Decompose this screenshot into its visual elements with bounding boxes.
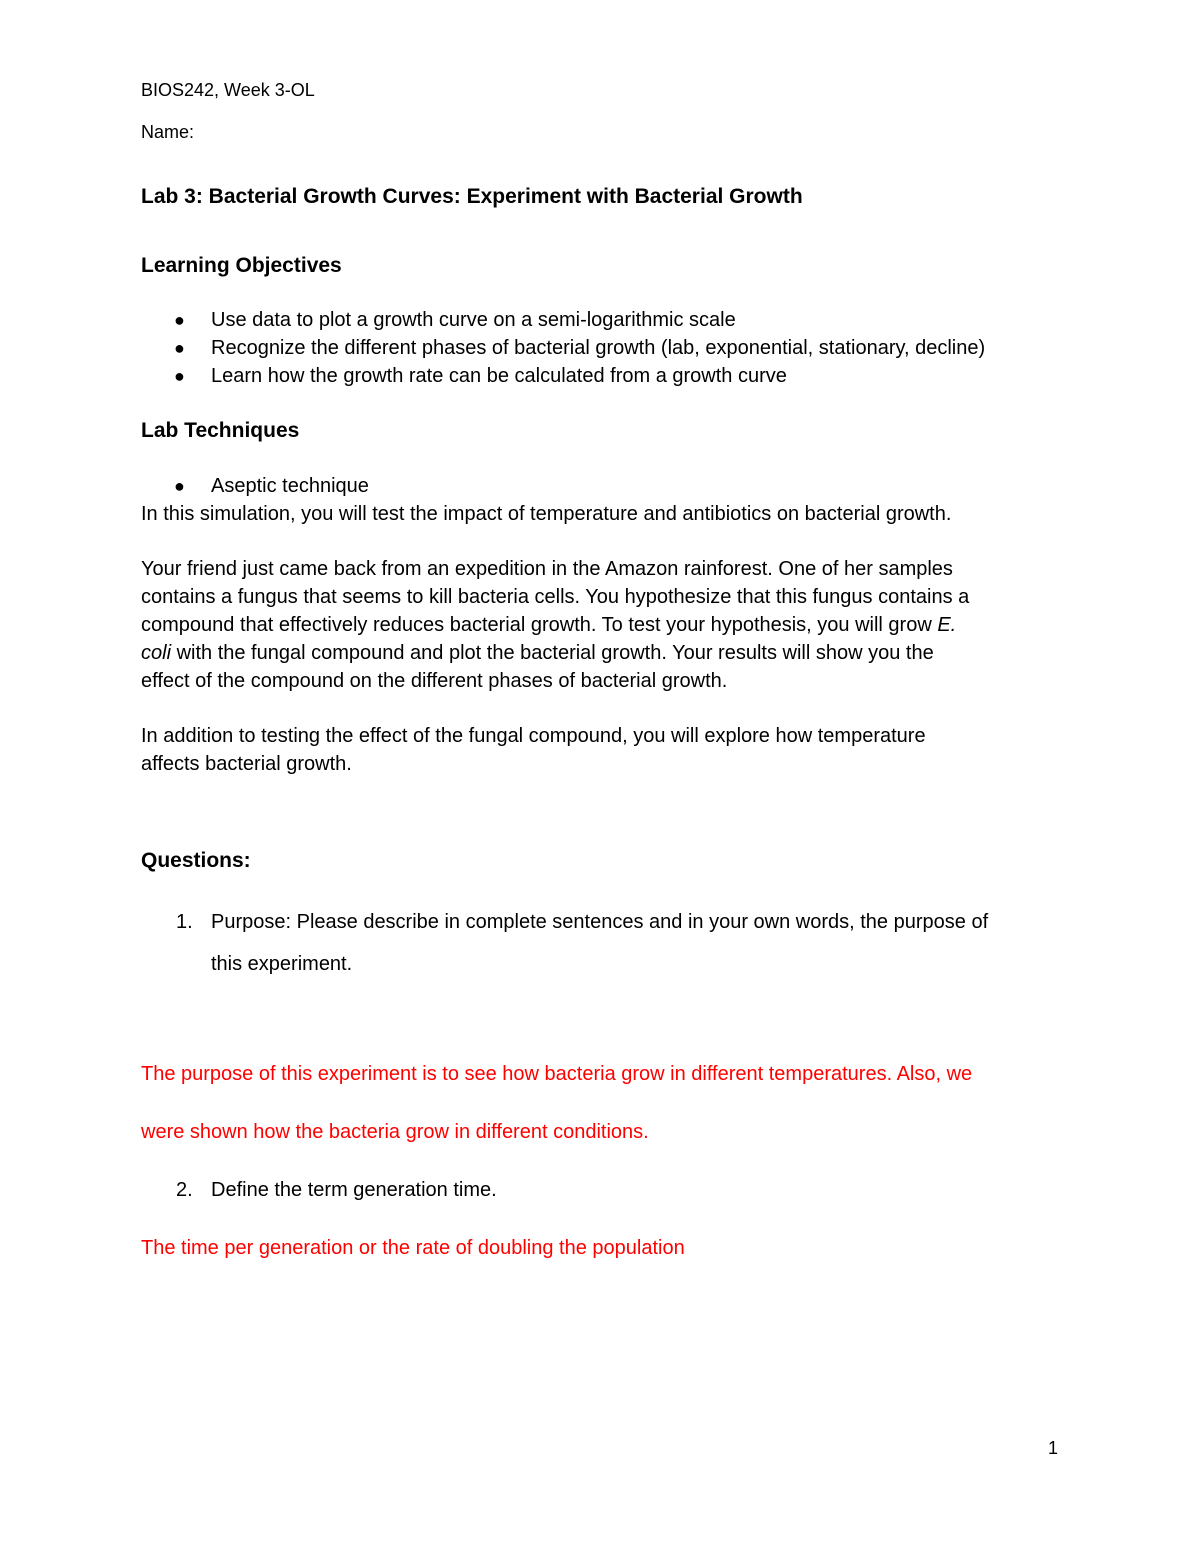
paragraph-line: effect of the compound on the different phases of bacterial growth.	[141, 670, 728, 692]
paragraph-text: compound that effectively reduces bacterial growth. To test your hypothesis, you will grow	[141, 614, 938, 636]
bullet-icon: ●	[174, 366, 185, 386]
intro-paragraph-1: In this simulation, you will test the impact of temperature and antibiotics on bacterial growth.	[141, 503, 952, 525]
list-item	[141, 1161, 1061, 1219]
paragraph-line	[141, 611, 1061, 639]
bullet-icon: ●	[174, 310, 185, 330]
name-label: Name:	[141, 122, 195, 142]
intro-paragraph-3	[141, 722, 1061, 778]
page-number: 1	[1048, 1438, 1059, 1458]
italic-species-name: coli	[141, 642, 172, 664]
lab-title: Lab 3: Bacterial Growth Curves: Experiment with Bacterial Growth	[141, 185, 803, 208]
page-content	[141, 76, 1061, 1277]
questions-heading: Questions:	[141, 849, 251, 872]
learning-objectives-heading: Learning Objectives	[141, 254, 342, 277]
list-item	[141, 362, 1061, 390]
paragraph-line: affects bacterial growth.	[141, 753, 352, 775]
lab-techniques-heading: Lab Techniques	[141, 419, 300, 442]
intro-paragraph-2	[141, 555, 1061, 695]
question-text-line: Purpose: Please describe in complete sentences and in your own words, the purpose of	[211, 911, 989, 933]
bullet-icon: ●	[174, 338, 185, 358]
italic-species-genus: E.	[937, 614, 957, 636]
question-2	[141, 1161, 1061, 1219]
question-text-line: Define the term generation time.	[211, 1179, 497, 1201]
paragraph-line: Your friend just came back from an expedition in the Amazon rainforest. One of her samples	[141, 558, 953, 580]
answer-text-line: The purpose of this experiment is to see how bacteria grow in different temperatures. Also, we	[141, 1063, 973, 1085]
paragraph-line: contains a fungus that seems to kill bacteria cells. You hypothesize that this fungus contains a	[141, 586, 970, 608]
answer-1	[141, 1045, 1061, 1161]
objective-text: Use data to plot a growth curve on a semi-logarithmic scale	[211, 309, 736, 331]
answer-2: The time per generation or the rate of doubling the population	[141, 1237, 685, 1259]
answer-text-line: were shown how the bacteria grow in different conditions.	[141, 1121, 649, 1143]
question-text-line: this experiment.	[211, 953, 353, 975]
technique-text: Aseptic technique	[211, 475, 369, 497]
question-1	[141, 901, 1061, 985]
lab-techniques-list	[141, 472, 1061, 500]
paragraph-text: with the fungal compound and plot the bacterial growth. Your results will show you the	[171, 642, 934, 664]
question-number: 1.	[176, 911, 193, 933]
list-item	[141, 306, 1061, 334]
bullet-icon: ●	[174, 476, 185, 496]
list-item	[141, 472, 1061, 500]
question-number: 2.	[176, 1179, 193, 1201]
objective-text: Learn how the growth rate can be calculated from a growth curve	[211, 365, 787, 387]
paragraph-line	[141, 639, 1061, 667]
objective-text: Recognize the different phases of bacterial growth (lab, exponential, stationary, decline)	[211, 337, 986, 359]
learning-objectives-list	[141, 306, 1061, 390]
course-header: BIOS242, Week 3-OL	[141, 80, 315, 100]
paragraph-line: In addition to testing the effect of the fungal compound, you will explore how temperature	[141, 725, 926, 747]
list-item	[141, 334, 1061, 362]
list-item	[141, 901, 1061, 985]
